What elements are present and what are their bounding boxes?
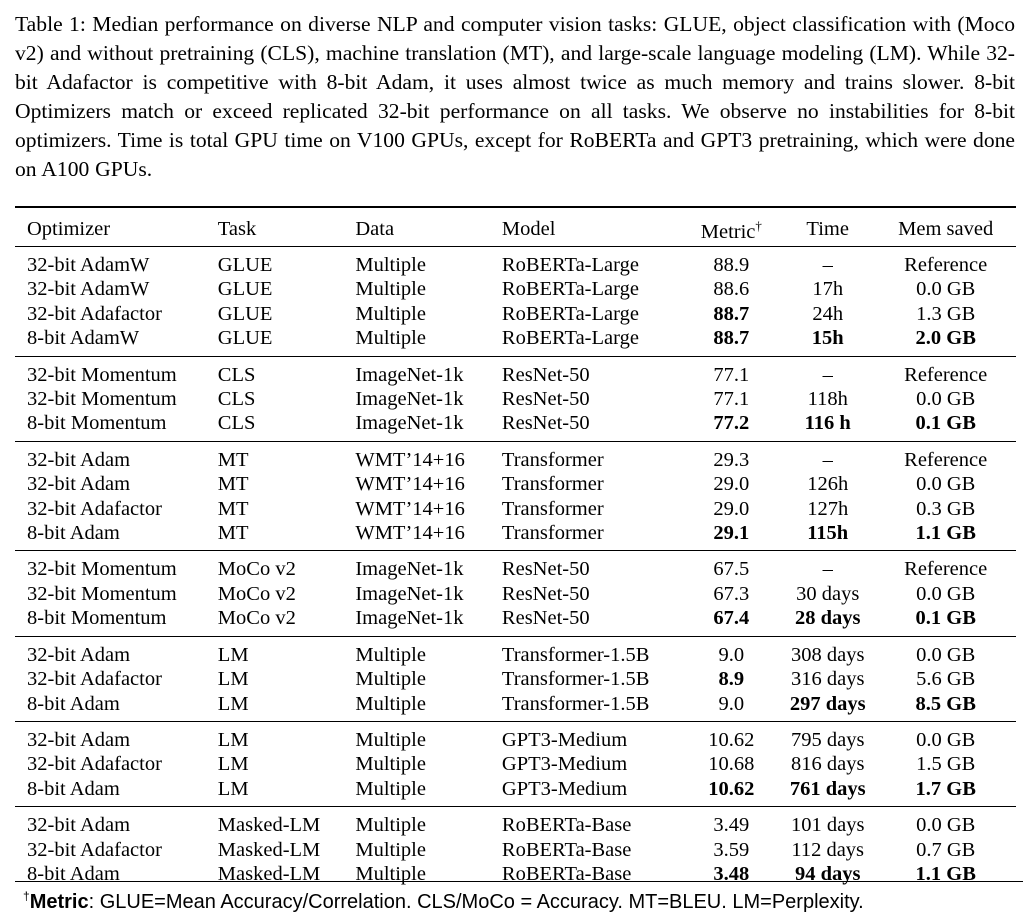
table-row	[15, 551, 1016, 582]
column-header-mem-saved: Mem saved	[898, 218, 994, 240]
cell-data: Multiple	[355, 753, 426, 776]
cell-time: –	[822, 254, 833, 276]
cell-metric: 67.4	[683, 606, 780, 636]
cell-mem-saved: Reference	[904, 448, 988, 471]
cell-optimizer: 8-bit Adam	[15, 521, 218, 551]
cell-optimizer: 32-bit Adafactor	[27, 838, 162, 861]
cell-mem-saved: 2.0 GB	[875, 326, 1016, 356]
column-header-metric	[683, 207, 780, 247]
cell-metric: 77.1	[713, 363, 750, 386]
cell-task: LM	[218, 692, 356, 722]
cell-mem-saved: 0.0 GB	[916, 728, 976, 751]
cell-task: LM	[217, 643, 249, 666]
cell-optimizer: 32-bit Momentum	[27, 388, 177, 411]
table-row	[15, 838, 1016, 862]
cell-model: ResNet-50	[502, 411, 683, 441]
cell-model: ResNet-50	[501, 363, 590, 386]
cell-mem-saved: 0.3 GB	[916, 497, 976, 520]
cell-metric: 77.2	[683, 411, 780, 441]
table-footnote	[15, 881, 1023, 916]
cell-mem-saved: Reference	[904, 558, 988, 581]
cell-mem-saved: Reference	[904, 363, 988, 386]
cell-task: MoCo v2	[218, 606, 356, 636]
cell-data: ImageNet-1k	[355, 606, 502, 636]
cell-model: Transformer	[501, 497, 604, 520]
cell-optimizer: 32-bit Adam	[27, 643, 131, 666]
cell-mem-saved: 0.7 GB	[916, 838, 976, 861]
cell-mem-saved: 0.1 GB	[875, 411, 1016, 441]
cell-model: Transformer-1.5B	[502, 692, 683, 722]
cell-time: 94 days	[794, 862, 861, 885]
cell-optimizer: 8-bit Adam	[27, 862, 120, 885]
cell-task: Masked-LM	[217, 838, 321, 861]
cell-data: WMT’14+16	[355, 473, 465, 496]
cell-time: 17h	[812, 278, 844, 301]
cell-mem-saved: 5.6 GB	[916, 668, 976, 691]
table-row	[15, 302, 1016, 326]
cell-optimizer: 8-bit Momentum	[15, 411, 218, 441]
cell-mem-saved: 0.0 GB	[916, 582, 976, 605]
table-row	[15, 247, 1016, 278]
cell-metric: 29.0	[713, 473, 750, 496]
cell-metric: 88.9	[713, 254, 750, 276]
table-row	[15, 807, 1016, 838]
table-row	[15, 497, 1016, 521]
cell-optimizer: 32-bit Adam	[27, 728, 131, 751]
cell-metric: 3.48	[713, 862, 750, 885]
column-header-time: Time	[806, 218, 849, 240]
cell-optimizer: 32-bit Adafactor	[27, 668, 162, 691]
cell-time: –	[822, 558, 833, 581]
cell-time: 15h	[780, 326, 875, 356]
cell-task: Masked-LM	[217, 862, 321, 885]
cell-metric: 9.0	[683, 692, 780, 722]
cell-optimizer: 32-bit Momentum	[27, 363, 177, 386]
cell-time: 30 days	[796, 582, 860, 605]
cell-model: ResNet-50	[501, 582, 590, 605]
cell-optimizer: 32-bit Adam	[27, 814, 131, 837]
cell-model: GPT3-Medium	[501, 753, 628, 776]
table-row	[15, 692, 1016, 722]
cell-model: Transformer	[502, 521, 683, 551]
cell-time: 127h	[807, 497, 849, 520]
cell-optimizer: 32-bit Adam	[27, 473, 131, 496]
table-row	[15, 472, 1016, 496]
cell-optimizer: 8-bit Adam	[15, 777, 218, 807]
cell-mem-saved: 8.5 GB	[875, 692, 1016, 722]
table-row	[15, 441, 1016, 472]
cell-time: 816 days	[790, 753, 865, 776]
cell-model: RoBERTa-Base	[501, 838, 632, 861]
cell-data: Multiple	[355, 777, 502, 807]
footnote-dagger-mark: †	[23, 889, 30, 903]
column-header-data: Data	[355, 218, 395, 240]
cell-mem-saved: 0.0 GB	[916, 814, 976, 837]
table-body	[15, 247, 1016, 887]
cell-data: Multiple	[355, 728, 426, 751]
cell-metric: 88.7	[713, 302, 750, 325]
footnote-text: : GLUE=Mean Accuracy/Correlation. CLS/MoCo = Accuracy. MT=BLEU. LM=Perplexity.	[88, 891, 864, 913]
cell-model: Transformer-1.5B	[501, 668, 650, 691]
cell-data: WMT’14+16	[355, 521, 502, 551]
table-row	[15, 752, 1016, 776]
cell-model: RoBERTa-Base	[501, 862, 632, 885]
cell-data: ImageNet-1k	[355, 411, 502, 441]
cell-task: MoCo v2	[217, 582, 296, 605]
cell-time: 308 days	[790, 643, 865, 666]
cell-data: Multiple	[355, 692, 502, 722]
cell-data: ImageNet-1k	[355, 558, 464, 581]
cell-task: CLS	[218, 411, 356, 441]
cell-metric: 88.6	[713, 278, 750, 301]
metric-dagger-mark: †	[755, 218, 762, 233]
cell-optimizer: 8-bit Adam	[15, 692, 218, 722]
column-header-optimizer: Optimizer	[27, 218, 111, 240]
cell-data: Multiple	[355, 643, 426, 666]
cell-task: GLUE	[218, 326, 356, 356]
cell-time: 28 days	[780, 606, 875, 636]
column-header-model: Model	[501, 218, 556, 240]
cell-model: Transformer-1.5B	[501, 643, 650, 666]
cell-time: 112 days	[791, 838, 865, 861]
table-row	[15, 356, 1016, 387]
cell-time: 126h	[807, 473, 849, 496]
cell-mem-saved: 0.0 GB	[916, 388, 976, 411]
cell-data: Multiple	[355, 254, 426, 276]
cell-metric: 10.62	[708, 728, 755, 751]
cell-time: 297 days	[780, 692, 875, 722]
cell-metric: 10.68	[708, 753, 755, 776]
table-row	[15, 667, 1016, 691]
cell-optimizer: 32-bit Adafactor	[27, 753, 162, 776]
cell-model: RoBERTa-Base	[501, 814, 632, 837]
cell-task: LM	[217, 668, 249, 691]
table-header	[15, 207, 1016, 247]
cell-task: LM	[217, 753, 249, 776]
cell-metric: 8.9	[718, 668, 745, 691]
cell-time: –	[822, 448, 833, 471]
cell-model: GPT3-Medium	[502, 777, 683, 807]
cell-time: 316 days	[790, 668, 865, 691]
cell-optimizer: 32-bit AdamW	[27, 278, 150, 301]
cell-time: 116 h	[780, 411, 875, 441]
cell-time: 118h	[807, 388, 848, 411]
cell-model: ResNet-50	[502, 606, 683, 636]
cell-data: Multiple	[355, 668, 426, 691]
cell-data: Multiple	[355, 814, 426, 837]
cell-task: MT	[218, 521, 356, 551]
cell-model: RoBERTa-Large	[501, 302, 639, 325]
cell-optimizer: 32-bit AdamW	[27, 254, 150, 276]
cell-mem-saved: 1.1 GB	[915, 862, 976, 885]
table-row	[15, 606, 1016, 636]
table-row	[15, 411, 1016, 441]
cell-model: Transformer	[501, 473, 604, 496]
cell-task: MT	[217, 497, 249, 520]
header-row	[15, 207, 1016, 247]
cell-task: CLS	[217, 388, 256, 411]
cell-data: Multiple	[355, 838, 426, 861]
cell-mem-saved: 1.3 GB	[916, 302, 976, 325]
cell-model: GPT3-Medium	[501, 728, 628, 751]
cell-metric: 3.49	[713, 814, 750, 837]
cell-time: 795 days	[790, 728, 865, 751]
cell-optimizer: 32-bit Momentum	[27, 582, 177, 605]
cell-model: ResNet-50	[501, 558, 590, 581]
cell-model: ResNet-50	[501, 388, 590, 411]
cell-task: LM	[218, 777, 356, 807]
table-row	[15, 387, 1016, 411]
cell-metric: 29.0	[713, 497, 750, 520]
cell-optimizer: 8-bit AdamW	[15, 326, 218, 356]
cell-data: ImageNet-1k	[355, 582, 464, 605]
table-row	[15, 777, 1016, 807]
cell-metric: 10.62	[683, 777, 780, 807]
cell-metric: 29.3	[713, 448, 750, 471]
cell-data: Multiple	[355, 278, 426, 301]
cell-task: MT	[217, 448, 249, 471]
table-row	[15, 582, 1016, 606]
cell-model: RoBERTa-Large	[501, 254, 639, 276]
cell-model: Transformer	[501, 448, 604, 471]
cell-mem-saved: 0.1 GB	[875, 606, 1016, 636]
table-row	[15, 277, 1016, 301]
cell-task: CLS	[217, 363, 256, 386]
cell-time: 24h	[812, 302, 844, 325]
cell-data: Multiple	[355, 862, 426, 885]
cell-metric: 29.1	[683, 521, 780, 551]
cell-mem-saved: Reference	[904, 254, 988, 276]
table-row	[15, 521, 1016, 551]
cell-metric: 77.1	[713, 388, 750, 411]
metric-header-label: Metric	[700, 221, 756, 243]
cell-time: –	[822, 363, 833, 386]
cell-optimizer: 32-bit Momentum	[27, 558, 177, 581]
cell-model: RoBERTa-Large	[502, 326, 683, 356]
table-caption: Table 1: Median performance on diverse NLP and computer vision tasks: GLUE, object classification with (Moco v2) and without pretraining (CLS), machine translation (MT), and large-scale language modeling (LM). While 32-bit Adafactor is competitive with 8-bit Adam, it uses almost twice as much memory and trains slower. 8-bit Optimizers match or exceed replicated 32-bit performance on all tasks. We observe no instabilities for 8-bit optimizers. Time is total GPU time on V100 GPUs, except for RoBERTa and GPT3 pretraining, which were done on A100 GPUs.	[15, 12, 1015, 181]
cell-mem-saved: 0.0 GB	[916, 643, 976, 666]
cell-data: ImageNet-1k	[355, 363, 464, 386]
cell-data: Multiple	[355, 302, 426, 325]
cell-task: LM	[217, 728, 249, 751]
cell-time: 761 days	[780, 777, 875, 807]
results-table	[15, 206, 1016, 886]
cell-optimizer: 32-bit Adafactor	[27, 302, 162, 325]
table-row	[15, 721, 1016, 752]
cell-time: 115h	[780, 521, 875, 551]
cell-mem-saved: 1.5 GB	[916, 753, 976, 776]
cell-task: GLUE	[217, 278, 273, 301]
footnote-label: Metric	[29, 891, 89, 913]
table-row	[15, 636, 1016, 667]
cell-time: 101 days	[790, 814, 865, 837]
cell-data: Multiple	[355, 326, 502, 356]
cell-mem-saved: 0.0 GB	[916, 278, 976, 301]
cell-metric: 3.59	[713, 838, 750, 861]
cell-data: WMT’14+16	[355, 497, 465, 520]
cell-metric: 88.7	[683, 326, 780, 356]
cell-metric: 9.0	[718, 643, 745, 666]
cell-mem-saved: 1.1 GB	[875, 521, 1016, 551]
cell-task: GLUE	[217, 254, 273, 276]
cell-task: GLUE	[217, 302, 273, 325]
cell-metric: 67.3	[713, 582, 750, 605]
cell-task: MoCo v2	[217, 558, 296, 581]
cell-task: MT	[217, 473, 249, 496]
cell-task: Masked-LM	[217, 814, 321, 837]
cell-optimizer: 32-bit Adam	[27, 448, 131, 471]
cell-data: ImageNet-1k	[355, 388, 464, 411]
cell-data: WMT’14+16	[355, 448, 465, 471]
cell-metric: 67.5	[713, 558, 750, 581]
cell-optimizer: 8-bit Momentum	[15, 606, 218, 636]
cell-optimizer: 32-bit Adafactor	[27, 497, 162, 520]
cell-mem-saved: 1.7 GB	[875, 777, 1016, 807]
table-row	[15, 326, 1016, 356]
cell-mem-saved: 0.0 GB	[916, 473, 976, 496]
column-header-task: Task	[217, 218, 257, 240]
cell-model: RoBERTa-Large	[501, 278, 639, 301]
